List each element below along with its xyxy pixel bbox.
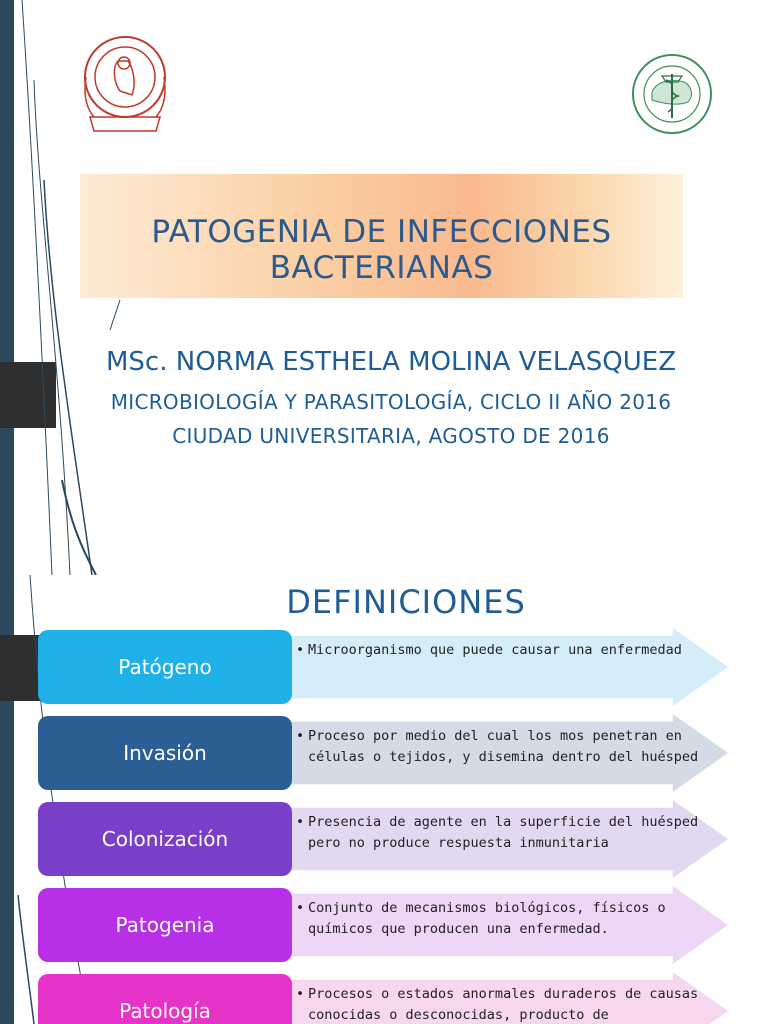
definition-row [38, 714, 728, 792]
definition-desc: Microorganismo que puede causar una enfermedad [308, 642, 682, 658]
term-label: Invasión [123, 741, 207, 765]
term-box [38, 974, 292, 1024]
definition-desc: Procesos o estados anormales duraderos de causas conocidas o desconocidas, producto de [308, 986, 699, 1023]
place-date-line: CIUDAD UNIVERSITARIA, AGOSTO DE 2016 [172, 424, 610, 448]
faculty-seal-logo [630, 52, 714, 136]
definition-text [292, 984, 712, 1024]
definition-desc: Conjunto de mecanismos biológicos, físicos o químicos que producen una enfermedad. [308, 900, 666, 937]
title-banner [80, 174, 683, 298]
course-line: MICROBIOLOGÍA Y PARASITOLOGÍA, CICLO II AÑO 2016 [110, 390, 672, 414]
term-label: Colonización [101, 827, 229, 851]
definition-text [292, 812, 712, 854]
definitions-slide [0, 575, 768, 1024]
definition-text [292, 640, 712, 661]
definition-text [292, 898, 712, 940]
term-box [38, 630, 292, 704]
term-label: Patología [119, 999, 211, 1023]
bullet-icon: • [296, 728, 305, 744]
bullet-icon: • [296, 642, 305, 658]
definition-desc: Proceso por medio del cual los mos penetran en células o tejidos, y disemina dentro del huésped [308, 728, 699, 765]
author-name: MSc. NORMA ESTHELA MOLINA VELASQUEZ [105, 347, 677, 377]
definition-row [38, 972, 728, 1024]
term-label: Patógeno [118, 655, 212, 679]
definition-text [292, 726, 712, 768]
university-seal-logo [80, 33, 170, 135]
term-label: Patogenia [115, 913, 215, 937]
definitions-heading: DEFINICIONES [286, 583, 526, 621]
definition-row [38, 628, 728, 706]
bullet-icon: • [296, 900, 305, 916]
bullet-icon: • [296, 814, 305, 830]
definition-row [38, 800, 728, 878]
term-box [38, 888, 292, 962]
definition-row [38, 886, 728, 964]
term-box [38, 716, 292, 790]
definition-desc: Presencia de agente en la superficie del huésped pero no produce respuesta inmunitaria [308, 814, 699, 851]
bullet-icon: • [296, 986, 305, 1002]
term-box [38, 802, 292, 876]
presentation-title: PATOGENIA DE INFECCIONES BACTERIANAS [151, 214, 612, 286]
